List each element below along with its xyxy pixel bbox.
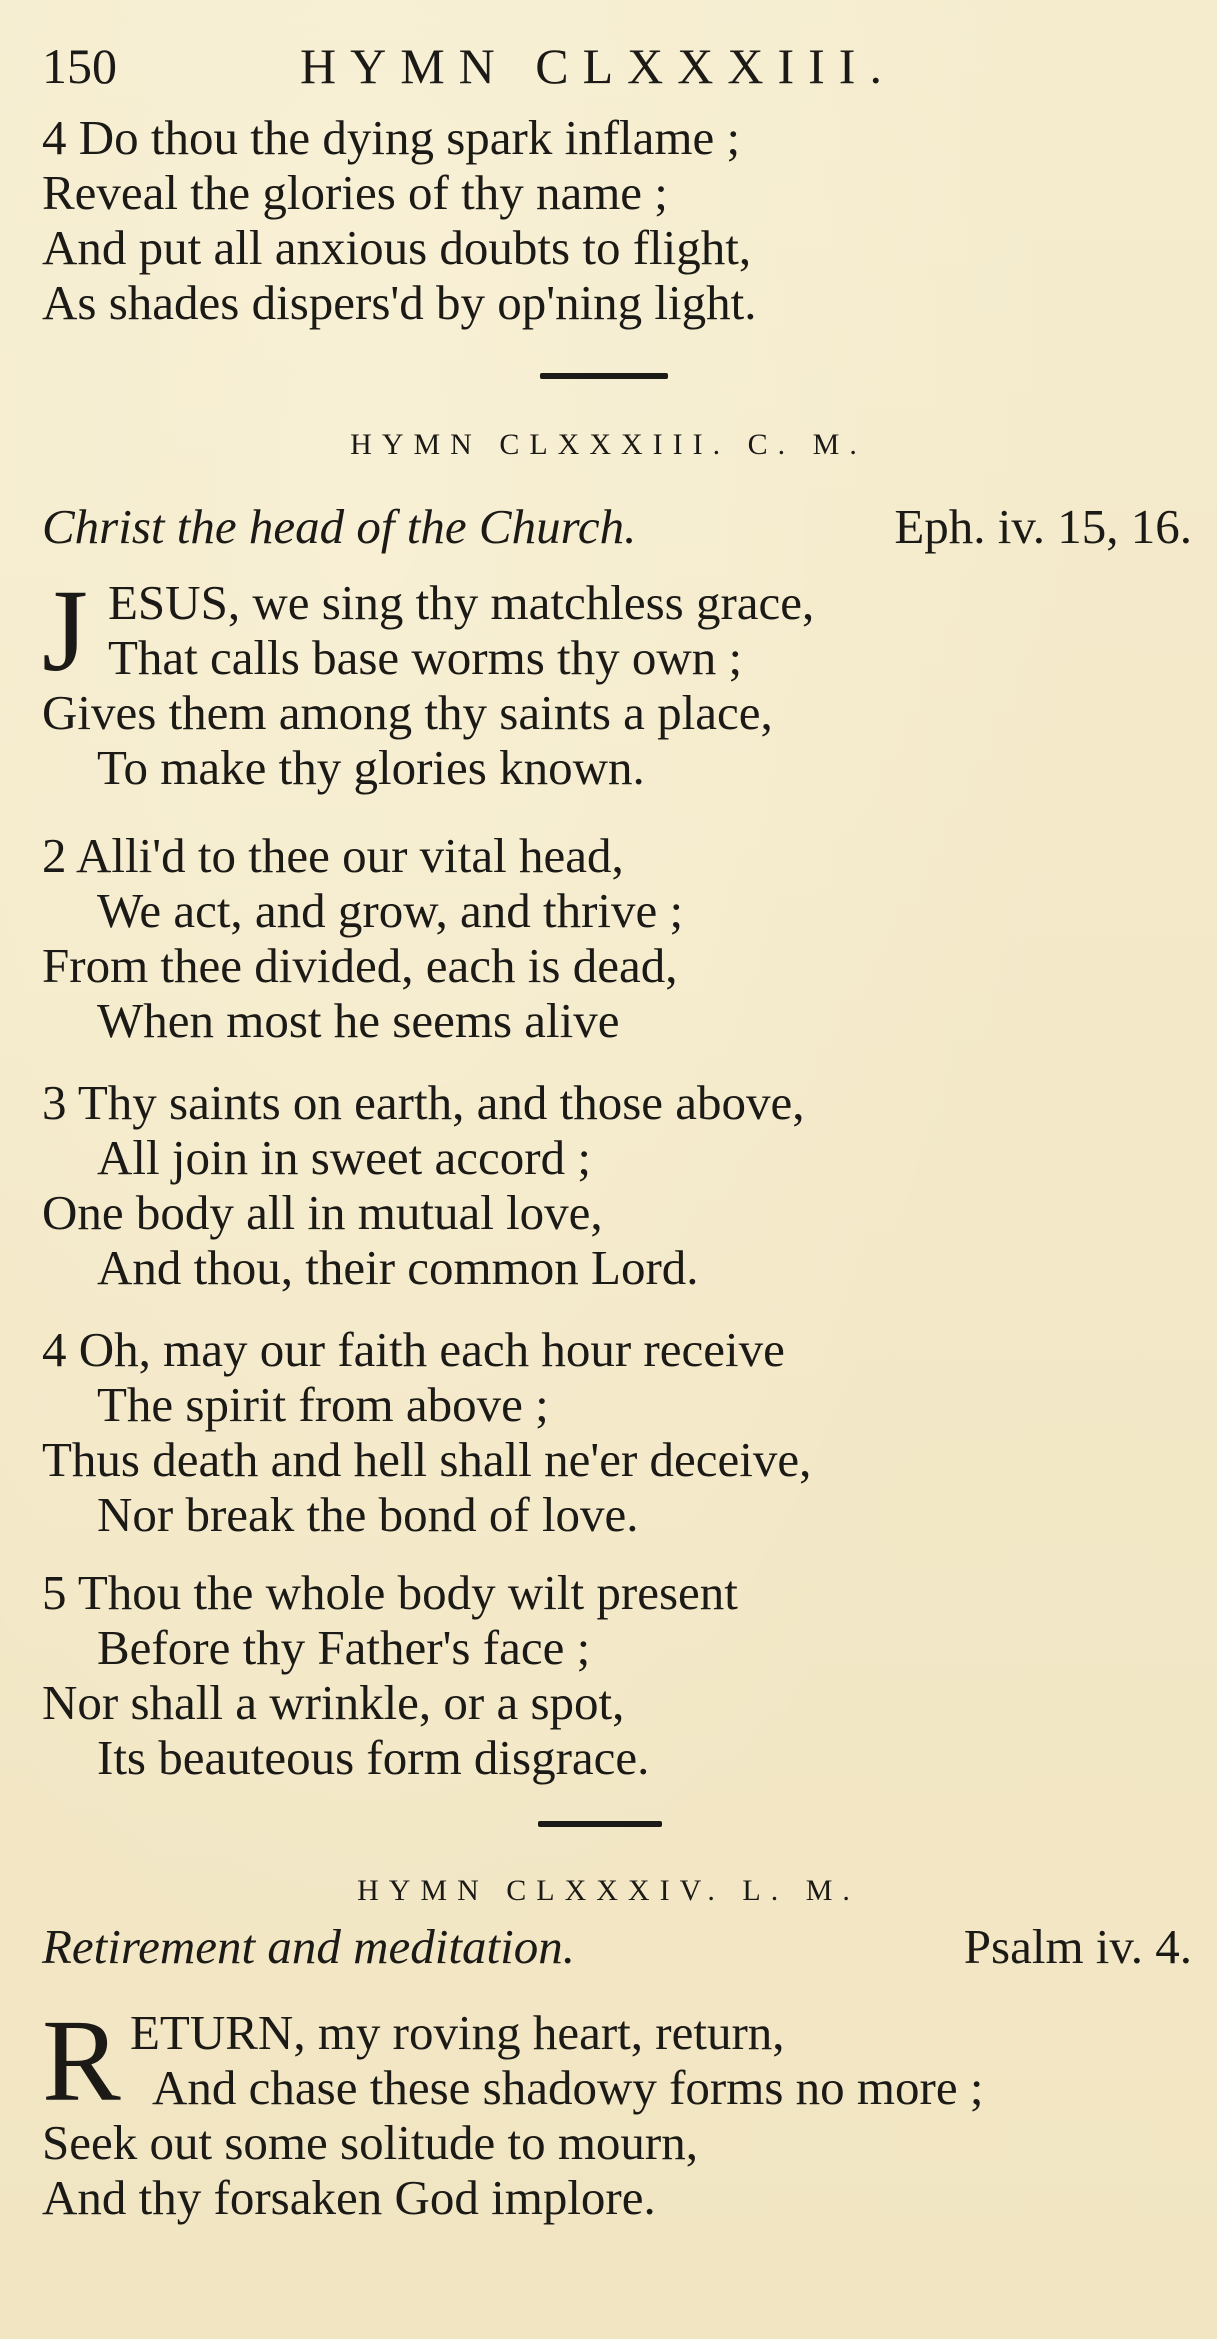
scripture-reference: Eph. iv. 15, 16. (894, 499, 1192, 554)
stanza-line: 2 Alli'd to thee our vital head, (42, 828, 624, 883)
hymn-heading: HYMN CLXXXIII. C. M. (350, 428, 867, 461)
hymn-183-stanza-4 (42, 1322, 1182, 1542)
stanza-line: When most he seems alive (97, 993, 620, 1048)
stanza-line: 4 Oh, may our faith each hour receive (42, 1322, 785, 1377)
stanza-line: The spirit from above ; (97, 1377, 549, 1432)
stanza-line: All join in sweet accord ; (97, 1130, 591, 1185)
dropcap-block (42, 1995, 1182, 2126)
stanza-line: 3 Thy saints on earth, and those above, (42, 1075, 805, 1130)
stanza-line: From thee divided, each is dead, (42, 938, 678, 993)
stanza-line: Before thy Father's face ; (97, 1620, 591, 1675)
stanza-line: We act, and grow, and thrive ; (97, 883, 684, 938)
hymn-subtitle: Retirement and meditation. (42, 1919, 575, 1974)
section-rule (538, 1821, 662, 1827)
page-number: 150 (42, 38, 117, 94)
hymn-183-stanza-1 (42, 565, 1182, 795)
hymn-subtitle: Christ the head of the Church. (42, 499, 637, 554)
hymn-184-stanza-1 (42, 1995, 1182, 2225)
drop-cap: J (42, 565, 88, 696)
stanza-line: Gives them among thy saints a place, (42, 685, 773, 740)
stanza-line: And chase these shadowy forms no more ; (152, 2060, 984, 2115)
stanza-line: One body all in mutual love, (42, 1185, 603, 1240)
hymn-183-stanza-3 (42, 1075, 1182, 1295)
hymn-183-stanza-2 (42, 828, 1182, 1048)
stanza-line: That calls base worms thy own ; (108, 630, 743, 685)
stanza-line: Nor break the bond of love. (97, 1487, 639, 1542)
stanza-line: 4 Do thou the dying spark inflame ; (42, 110, 741, 165)
stanza-line: To make thy glories known. (97, 740, 645, 795)
hymn-heading: HYMN CLXXXIV. L. M. (357, 1874, 860, 1907)
stanza-line: Seek out some solitude to mourn, (42, 2115, 698, 2170)
stanza-line: And thy forsaken God implore. (42, 2170, 656, 2225)
stanza-line: ESUS, we sing thy matchless grace, (108, 575, 815, 630)
section-rule (540, 373, 668, 379)
stanza-line: As shades dispers'd by op'ning light. (42, 275, 757, 330)
stanza-prev-4 (42, 110, 1182, 330)
stanza-number: 4 (42, 110, 67, 165)
stanza-line: 5 Thou the whole body wilt present (42, 1565, 738, 1620)
hymn-183-stanza-5 (42, 1565, 1182, 1785)
hymn-subtitle-row (42, 497, 1192, 557)
stanza-line: And thou, their common Lord. (97, 1240, 699, 1295)
drop-cap: R (42, 1995, 121, 2126)
stanza-line: Reveal the glories of thy name ; (42, 165, 668, 220)
running-title: HYMN CLXXXIII. (300, 38, 896, 94)
stanza-line: ETURN, my roving heart, return, (130, 2005, 785, 2060)
stanza-line: Thus death and hell shall ne'er deceive, (42, 1432, 812, 1487)
dropcap-block (42, 565, 1182, 696)
stanza-line: And put all anxious doubts to flight, (42, 220, 752, 275)
running-head (42, 36, 1182, 96)
stanza-line: Its beauteous form disgrace. (97, 1730, 650, 1785)
stanza-line: Nor shall a wrinkle, or a spot, (42, 1675, 625, 1730)
scripture-reference: Psalm iv. 4. (963, 1919, 1192, 1974)
hymn-subtitle-row (42, 1917, 1192, 1977)
